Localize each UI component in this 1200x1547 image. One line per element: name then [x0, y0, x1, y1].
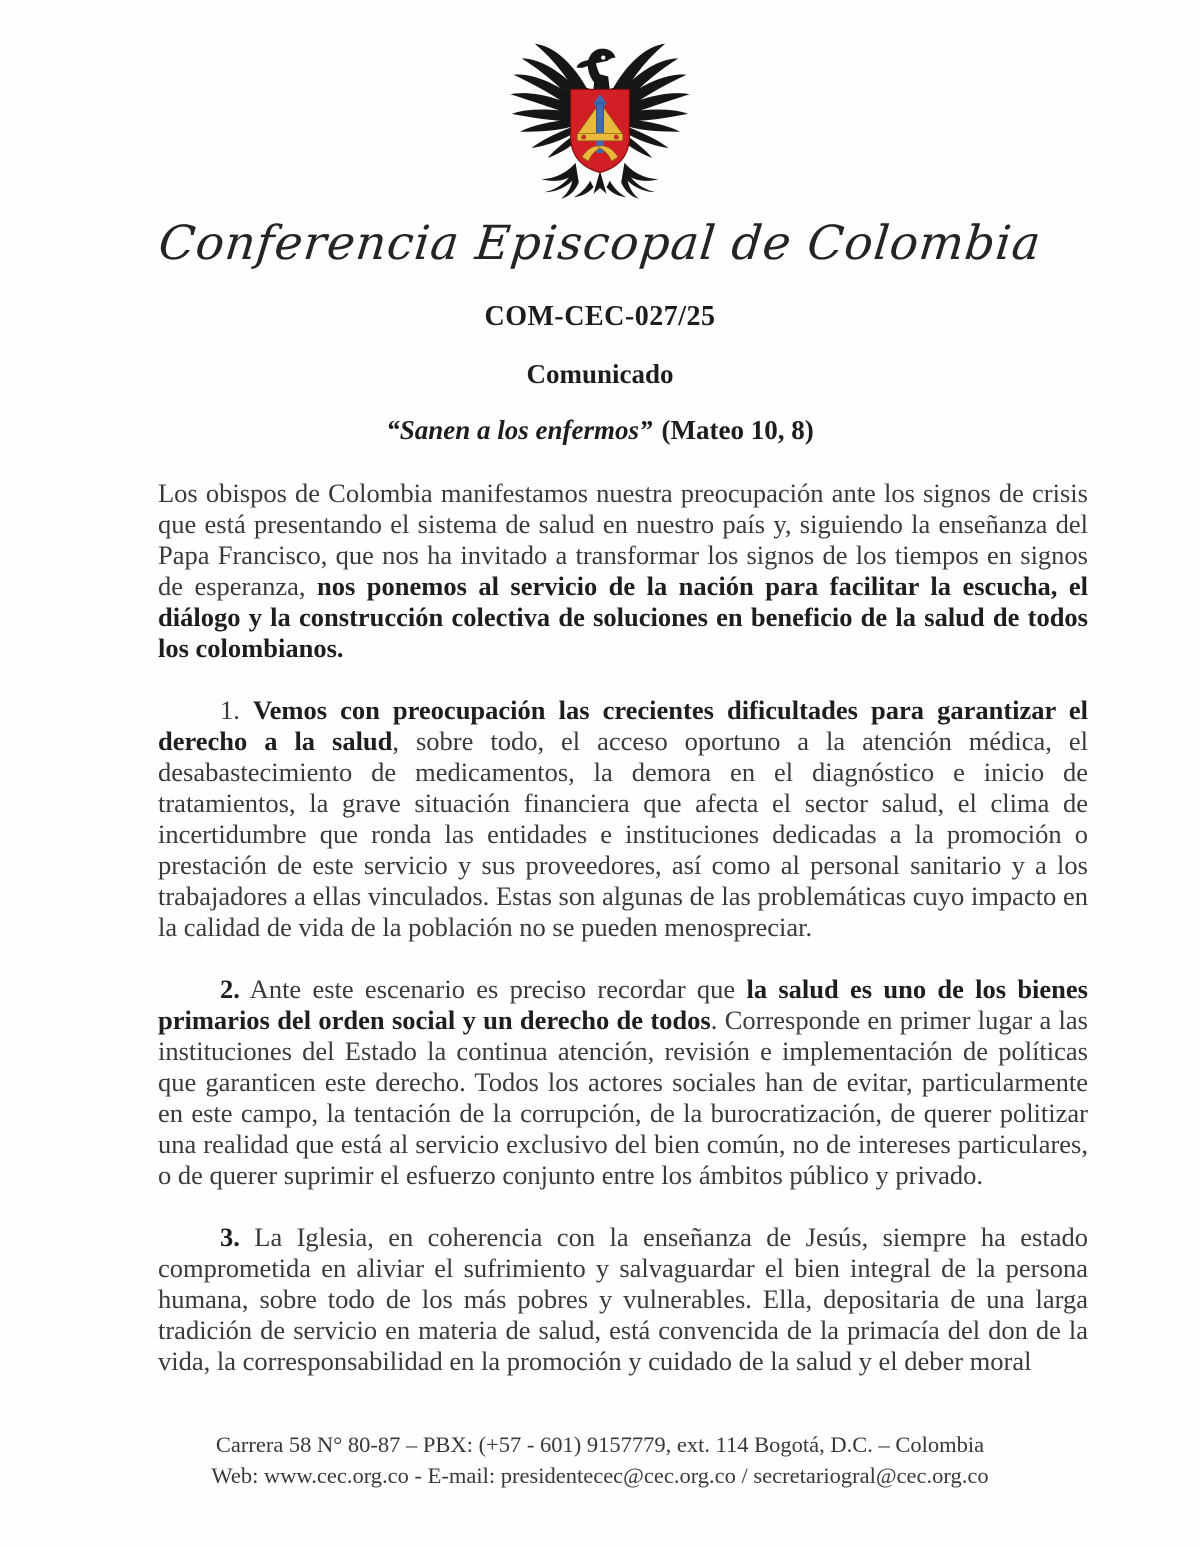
- paragraph-text-run: 1.: [220, 695, 253, 725]
- paragraph-2: [158, 695, 1088, 943]
- paragraph-text-run: La Iglesia, en coherencia con la enseñanza de Jesús, siempre ha estado comprometida en aliviar el sufrimiento y salvaguardar el bien integral de la persona humana, sobre todo de los más pobres y vulnerables. Ella, depositaria de una larga tradición de servicio en materia de salud, está convencida de la primacía del don de la vida, la corresponsabilidad en la promoción y cuidado de la salud y el deber moral: [158, 1222, 1088, 1376]
- footer-address: Carrera 58 N° 80-87 – PBX: (+57 - 601) 9157779, ext. 114 Bogotá, D.C. – Colombia: [215, 1432, 985, 1457]
- paragraph-text-run: . Corresponde en primer lugar a las instituciones del Estado la continua atención, revisión e implementación de políticas que garanticen este derecho. Todos los actores sociales han de evitar, particularmente en este campo, la tentación de la corrupción, de la burocratización, de querer politizar una realidad que está al servicio exclusivo del bien común, no de intereses particulares, o de querer suprimir el esfuerzo conjunto entre los ámbitos público y privado.: [158, 1005, 1088, 1190]
- paragraph-text-run: , sobre todo, el acceso oportuno a la atención médica, el desabastecimiento de medicamentos, la demora en el diagnóstico e inicio de tratamientos, la grave situación financiera que afecta el sector salud, el clima de incertidumbre que ronda las entidades e instituciones dedicadas a la promoción o prestación de este servicio y sus proveedores, así como al personal sanitario y a los trabajadores a ellas vinculados. Estas son algunas de las problemáticas cuyo impacto en la calidad de vida de la población no se pueden menospreciar.: [158, 726, 1089, 942]
- scripture-quote: [0, 415, 1200, 446]
- paragraph-3: [158, 974, 1088, 1191]
- quote-text: “Sanen a los enfermos”: [386, 415, 653, 445]
- footer-contact: Web: www.cec.org.co - E-mail: presidentecec@cec.org.co / secretariogral@cec.org.co: [211, 1463, 989, 1488]
- paragraph-bold-run: la salud es uno de los bienes primarios del orden social y un derecho de todos: [158, 974, 1088, 1035]
- document-body: [158, 478, 1088, 1377]
- organization-name: Conferencia Episcopal de Colombia: [156, 216, 1044, 271]
- page-footer: [0, 1429, 1200, 1491]
- paragraph-4: [158, 1222, 1088, 1377]
- paragraph-1: [158, 478, 1088, 664]
- quote-reference: (Mateo 10, 8): [661, 415, 814, 445]
- paragraph-text-run: Ante este escenario es preciso recordar que: [239, 974, 747, 1004]
- paragraph-bold-run: 3.: [220, 1222, 240, 1252]
- paragraph-bold-run: 2.: [220, 974, 240, 1004]
- document-type: Comunicado: [526, 359, 674, 389]
- paragraph-text-run: Los obispos de Colombia manifestamos nuestra preocupación ante los signos de crisis que está presentando el sistema de salud en nuestro país y, siguiendo la enseñanza del Papa Francisco, que nos ha invitado a transformar los signos de los tiempos en signos de esperanza,: [158, 478, 1088, 601]
- document-header: [0, 0, 1200, 446]
- paragraph-bold-run: Vemos con preocupación las crecientes dificultades para garantizar el derecho a la salud: [158, 695, 1089, 756]
- document-code: COM-CEC-027/25: [484, 301, 716, 332]
- paragraph-bold-run: nos ponemos al servicio de la nación para facilitar la escucha, el diálogo y la construcción colectiva de soluciones en beneficio de la salud de todos los colombianos.: [158, 571, 1089, 663]
- coat-of-arms-icon: [0, 24, 1200, 220]
